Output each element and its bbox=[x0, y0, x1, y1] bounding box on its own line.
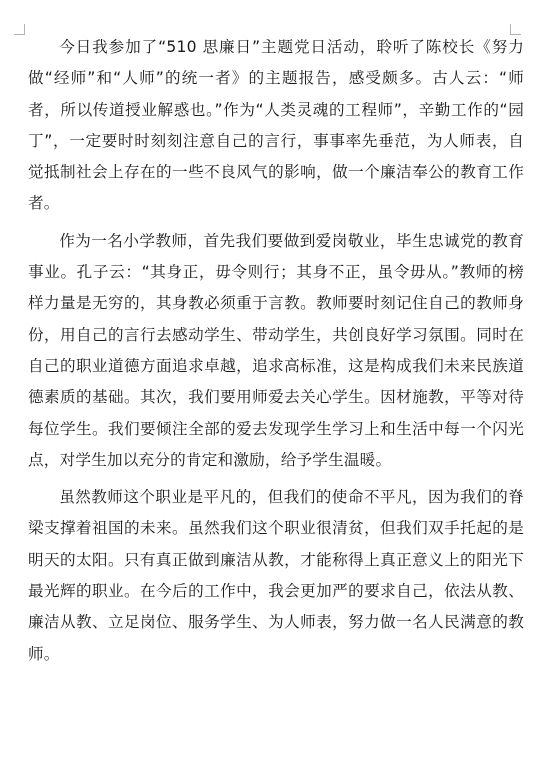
paragraph-2: 作为一名小学教师，首先我们要做到爱岗敬业，毕生忠诚党的教育事业。孔子云：“其身正，毋令则行；其身不正，虽令毋从。”教师的榜样力量是无穷的，其身教必须重于言教。教师要时刻记住自己的教师身份，用自己的言行去感动学生、带动学生，共创良好学习氛围。同时在自己的职业道德方面追求卓越，追求高标准，这是构成我们未来民族道德素质的基础。其次，我们要用师爱去关心学生。因材施教，平等对待每位学生。我们要倾注全部的爱去发现学生学习上和生活中每一个闪光点，对学生加以充分的肯定和激励，给予学生温暖。 bbox=[28, 231, 524, 469]
paragraph-1: 今日我参加了“510 思廉日”主题党日活动，聆听了陈校长《努力做“经师”和“人师”的统一者》的主题报告，感受颇多。古人云：“师者，所以传道授业解惑也。”作为“人类灵魂的工程师”，辛勤工作的“园丁”，一定要时时刻刻注意自己的言行，事事率先垂范，为人师表，自觉抵制社会上存在的一些不良风气的影响，做一个廉洁奉公的教育工作者。 bbox=[28, 38, 524, 213]
top-left-crop-mark bbox=[14, 24, 25, 35]
paragraph-3: 虽然教师这个职业是平凡的，但我们的使命不平凡，因为我们的脊梁支撑着祖国的未来。虽然我们这个职业很清贫，但我们双手托起的是明天的太阳。只有真正做到廉洁从教，才能称得上真正意义上的阳光下最光辉的职业。在今后的工作中，我会更加严的要求自己，依法从教、廉洁从教、立足岗位、服务学生、为人师表，努力做一名人民满意的教师。 bbox=[28, 488, 524, 663]
document-body[interactable] bbox=[28, 32, 524, 670]
